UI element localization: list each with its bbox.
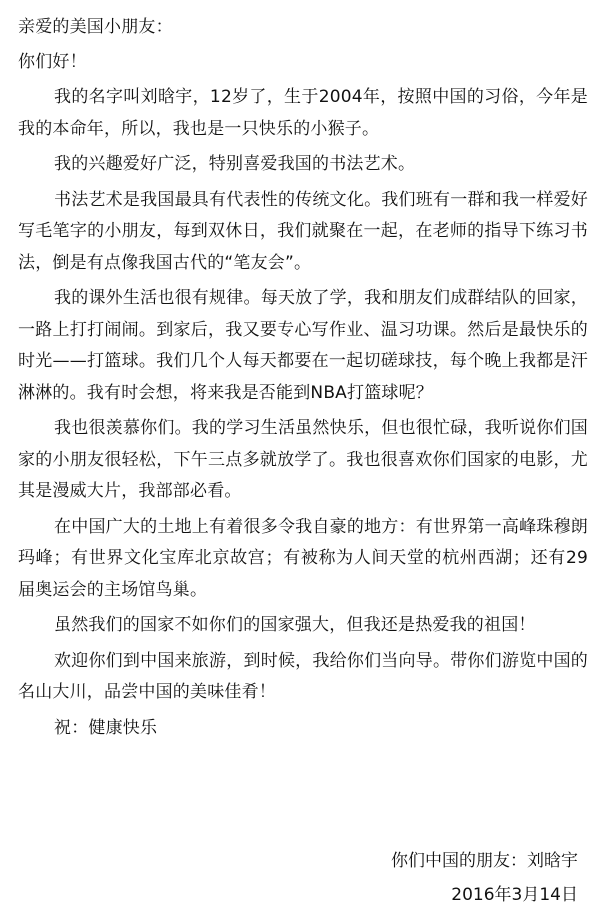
paragraph-china-places: 在中国广大的土地上有着很多令我自豪的地方：有世界第一高峰珠穆朗玛峰；有世界文化宝库北京故宫；有被称为人间天堂的杭州西湖；还有29届奥运会的主场馆鸟巢。: [18, 516, 588, 600]
paragraph-after-school: 我的课外生活也很有规律。每天放了学，我和朋友们成群结队的回家，一路上打打闹闹。到家后，我又要专心写作业、温习功课。然后是最快乐的时光——打篮球。我们几个人每天都要在一起切磋球技，每个晚上我都是汗淋淋的。我有时会想，将来我是否能到NBA打篮球呢？: [18, 288, 588, 403]
paragraph-love-country: 虽然我们的国家不如你们的国家强大，但我还是热爱我的祖国！: [54, 615, 536, 635]
salutation: 亲爱的美国小朋友：: [18, 17, 173, 37]
letter-body: [18, 12, 588, 754]
paragraph-invitation: 欢迎你们到中国来旅游，到时候，我给你们当向导。带你们游览中国的名山大川，品尝中国的美味佳肴！: [18, 650, 588, 702]
letter-date: 2016年3月14日: [451, 885, 578, 905]
paragraph-hobbies: 我的兴趣爱好广泛，特别喜爱我国的书法艺术。: [54, 154, 416, 174]
signature: 你们中国的朋友：刘晗宇: [391, 851, 578, 871]
paragraph-intro: 我的名字叫刘晗宇，12岁了，生于2004年，按照中国的习俗，今年是我的本命年，所以，我也是一只快乐的小猴子。: [18, 87, 588, 139]
greeting: 你们好！: [18, 51, 87, 72]
paragraph-calligraphy: 书法艺术是我国最具有代表性的传统文化。我们班有一群和我一样爱好写毛笔字的小朋友，每到双休日，我们就聚在一起，在老师的指导下练习书法，倒是有点像我国古代的“笔友会”。: [18, 189, 588, 273]
closing-wish: 祝：健康快乐: [54, 717, 158, 738]
paragraph-envy: 我也很羡慕你们。我的学习生活虽然快乐，但也很忙碌，我听说你们国家的小朋友很轻松，下午三点多就放学了。我也很喜欢你们国家的电影，尤其是漫威大片，我部部必看。: [18, 418, 588, 501]
